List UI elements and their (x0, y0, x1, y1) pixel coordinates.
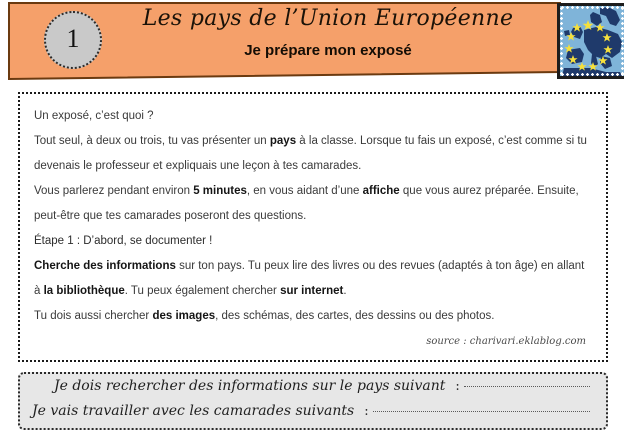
paragraph-4-part-2: , des schémas, des cartes, des dessins ou des photos. (215, 310, 495, 322)
page-title: Les pays de l’Union Européenne (142, 6, 514, 31)
paragraph-2-part-3: que vous aurez préparée. Ensuite, peut-être que tes camarades poseront des questions. (34, 185, 579, 222)
paragraph-4-bold-1: des images (152, 310, 216, 322)
paragraph-3-bold-3: sur internet (280, 285, 344, 297)
content-heading-text: Un exposé, c’est quoi ? (34, 110, 154, 122)
eu-map-stamp-icon (557, 3, 624, 79)
lesson-number-text: 1 (66, 24, 80, 53)
content-heading (34, 104, 592, 129)
paragraph-2-part-2: , en vous aidant d’une (246, 185, 363, 197)
source-credit: source : charivari.eklablog.com (426, 336, 586, 347)
fillin-input-country[interactable] (464, 386, 590, 387)
page-subtitle: Je prépare mon exposé (244, 42, 412, 59)
paragraph-2-part-1: Vous parlerez pendant environ (34, 185, 194, 197)
lesson-number-badge (44, 11, 102, 69)
paragraph-3-part-2: . Tu peux également chercher (124, 285, 281, 297)
stamp-perforation-right (620, 6, 624, 76)
paragraph-1 (34, 129, 592, 179)
header-banner-container (8, 2, 616, 84)
step-1-line (34, 229, 592, 254)
fillin-colon-classmates: : (364, 404, 369, 419)
paragraph-3 (34, 254, 592, 304)
paragraph-3-bold-2: la bibliothèque (43, 285, 125, 297)
paragraph-4 (34, 304, 592, 329)
paragraph-3-part-1: sur ton pays. Tu peux lire des livres ou des revues (adaptés à ton âge) en allant à (34, 260, 585, 297)
student-fillin-box (18, 372, 608, 430)
paragraph-2 (34, 179, 592, 229)
paragraph-2-bold-1: 5 minutes (193, 185, 247, 197)
paragraph-3-part-3: . (343, 285, 347, 297)
paragraph-3-bold-1: Cherche des informations (34, 260, 176, 272)
fillin-row-country (32, 378, 594, 403)
fillin-row-classmates (32, 403, 594, 428)
fillin-label-country: Je dois rechercher des informations sur le pays suivant (54, 378, 446, 394)
step-1-text: Étape 1 : D’abord, se documenter ! (34, 235, 213, 247)
stamp-perforation-top (560, 6, 624, 10)
paragraph-1-part-1: Tout seul, à deux ou trois, tu vas présenter un (34, 135, 270, 147)
fillin-label-classmates: Je vais travailler avec les camarades suivants (32, 403, 355, 419)
lesson-content-box (18, 92, 608, 362)
stamp-perforation-left (560, 6, 564, 76)
paragraph-1-bold-1: pays (269, 135, 297, 147)
stamp-perforation-bottom (560, 72, 624, 76)
eu-map-stamp-image (560, 6, 624, 76)
paragraph-1-part-2: à la classe. Lorsque tu fais un exposé, c’est comme si tu devenais le professeur et expliquais une leçon à tes camarades. (34, 135, 587, 172)
fillin-colon-country: : (455, 379, 460, 394)
paragraph-2-bold-2: affiche (362, 185, 400, 197)
fillin-input-classmates[interactable] (373, 411, 590, 412)
paragraph-4-part-1: Tu dois aussi chercher (34, 310, 153, 322)
